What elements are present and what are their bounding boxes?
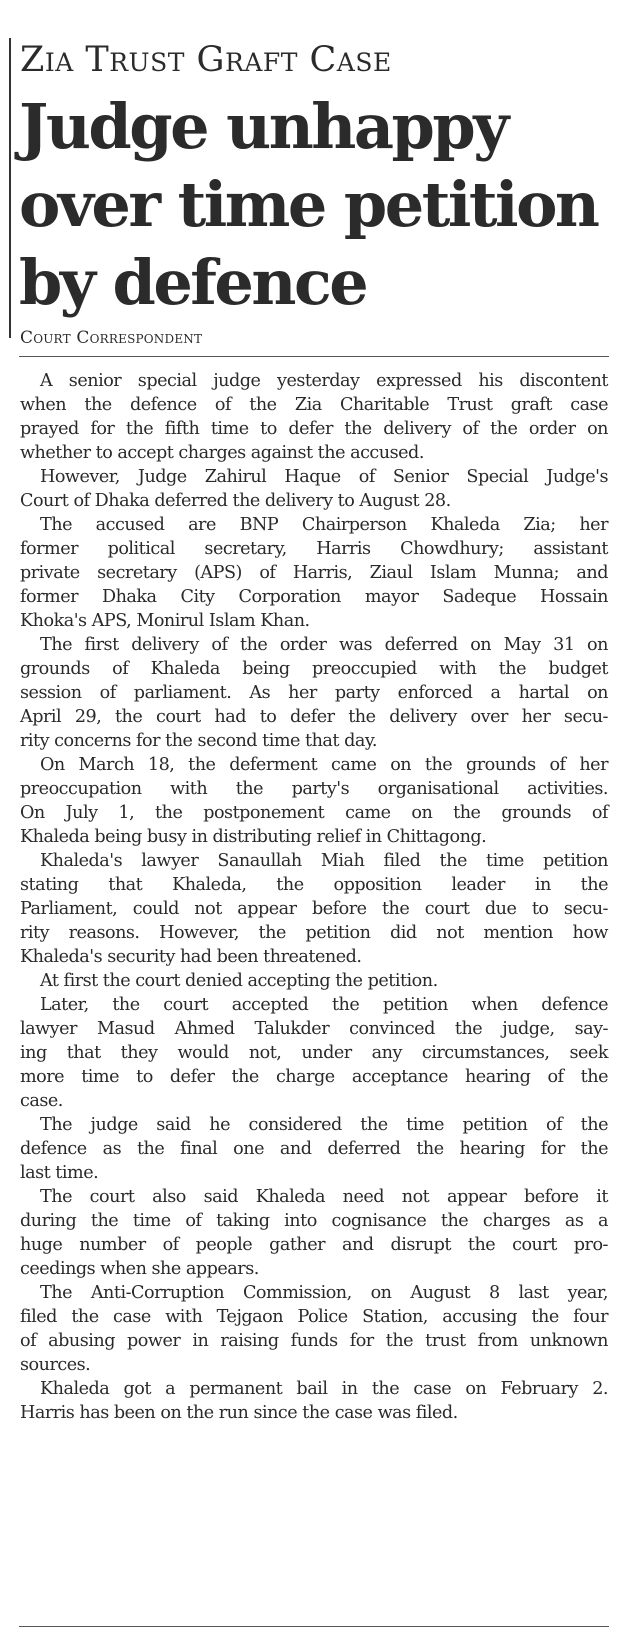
paragraph-line: Harris has been on the run since the case was filed. [20, 1403, 458, 1423]
paragraph-line: sources. [20, 1355, 91, 1375]
headline-line: Judge unhappy [19, 90, 507, 163]
paragraph-line: Khaleda got a permanent bail in the case on February 2. [40, 1379, 608, 1399]
paragraph-line: The first delivery of the order was deferred on May 31 on [40, 635, 608, 655]
paragraph-line: Khaleda's lawyer Sanaullah Miah filed the time petition [40, 851, 608, 871]
paragraph-line: case. [20, 1091, 63, 1111]
paragraph-line: preoccupation with the party's organisational activities. [20, 779, 608, 799]
paragraph-line: huge number of people gather and disrupt the court pro- [20, 1235, 608, 1255]
paragraph-line: ing that they would not, under any circumstances, seek [20, 1043, 608, 1063]
paragraph-line: On March 18, the deferment came on the grounds of her [40, 755, 608, 775]
paragraph-line: Later, the court accepted the petition when defence [40, 995, 608, 1015]
paragraph-line: when the defence of the Zia Charitable Trust graft case [20, 395, 608, 415]
paragraph-line: former political secretary, Harris Chowdhury; assistant [20, 539, 608, 559]
paragraph-line: Khaleda's security had been threatened. [20, 947, 362, 967]
paragraph-line: ceedings when she appears. [20, 1259, 259, 1279]
paragraph-line: filed the case with Tejgaon Police Station, accusing the four [20, 1307, 608, 1327]
paragraph-line: The accused are BNP Chairperson Khaleda Zia; her [40, 515, 608, 535]
paragraph-line: former Dhaka City Corporation mayor Sadeque Hossain [20, 587, 608, 607]
bottom-divider [19, 1626, 609, 1627]
paragraph-line: On July 1, the postponement came on the grounds of [20, 803, 608, 823]
paragraph-line: private secretary (APS) of Harris, Ziaul Islam Munna; and [20, 563, 608, 583]
paragraph-line: A senior special judge yesterday expressed his discontent [40, 371, 608, 391]
headline-line: by defence [19, 246, 367, 319]
paragraph-line: The Anti-Corruption Commission, on August 8 last year, [40, 1283, 608, 1303]
paragraph-line: rity concerns for the second time that day. [20, 731, 378, 751]
kicker: Zia Trust Graft Case [20, 40, 392, 80]
article-body [20, 369, 608, 1425]
paragraph-line: grounds of Khaleda being preoccupied with the budget [20, 659, 608, 679]
left-column-rule [9, 38, 11, 338]
headline-line: over time petition [19, 168, 598, 241]
byline-divider [19, 356, 609, 357]
paragraph-line: of abusing power in raising funds for the trust from unknown [20, 1331, 608, 1351]
paragraph-line: Khoka's APS, Monirul Islam Khan. [20, 611, 310, 631]
byline: Court Correspondent [20, 328, 203, 348]
paragraph-line: prayed for the fifth time to defer the delivery of the order on [20, 419, 608, 439]
paragraph-line: The court also said Khaleda need not appear before it [40, 1187, 608, 1207]
paragraph-line: stating that Khaleda, the opposition leader in the [20, 875, 608, 895]
headline [19, 88, 609, 322]
paragraph-line: whether to accept charges against the accused. [20, 443, 424, 463]
paragraph-line: defence as the final one and deferred the hearing for the [20, 1139, 608, 1159]
paragraph-line: lawyer Masud Ahmed Talukder convinced the judge, say- [20, 1019, 608, 1039]
paragraph-line: during the time of taking into cognisance the charges as a [20, 1211, 608, 1231]
paragraph-line: Khaleda being busy in distributing relief in Chittagong. [20, 827, 487, 847]
paragraph-line: session of parliament. As her party enforced a hartal on [20, 683, 608, 703]
paragraph-line: The judge said he considered the time petition of the [40, 1115, 608, 1135]
paragraph-line: last time. [20, 1163, 99, 1183]
paragraph-line: April 29, the court had to defer the delivery over her secu- [20, 707, 608, 727]
paragraph-line: rity reasons. However, the petition did not mention how [20, 923, 608, 943]
paragraph-line: more time to defer the charge acceptance hearing of the [20, 1067, 608, 1087]
paragraph-line: At first the court denied accepting the petition. [40, 971, 438, 991]
paragraph-line: Court of Dhaka deferred the delivery to August 28. [20, 491, 451, 511]
paragraph-line: Parliament, could not appear before the court due to secu- [20, 899, 608, 919]
paragraph-line: However, Judge Zahirul Haque of Senior Special Judge's [40, 467, 608, 487]
